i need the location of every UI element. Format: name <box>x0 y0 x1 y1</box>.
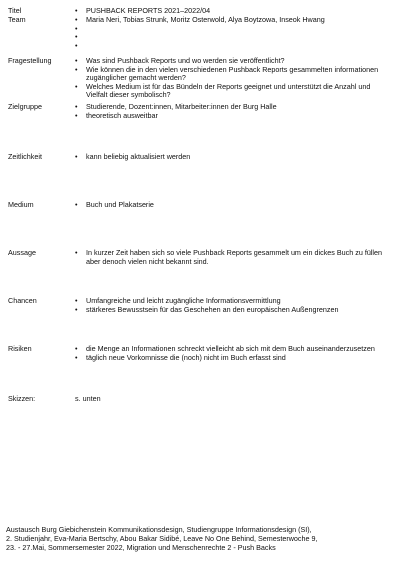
list-zeitlichkeit <box>75 153 393 162</box>
label-titel: Titel <box>8 6 22 15</box>
label-chancen: Chancen <box>8 296 37 305</box>
list-item: • Maria Neri, Tobias Strunk, Moritz Osterwold, Alya Boytzowa, Inseok Hwang <box>75 16 393 25</box>
label-skizzen: Skizzen: <box>8 394 36 403</box>
list-item: • stärkeres Bewusstsein für das Geschehen an den europäischen Außengrenzen <box>75 306 393 315</box>
list-medium <box>75 201 393 210</box>
label-fragestellung: Fragestellung <box>8 56 52 65</box>
list-item: • PUSHBACK REPORTS 2021–2022/04 <box>75 7 393 16</box>
list-item-empty <box>75 33 393 42</box>
list-item: • Was sind Pushback Reports und wo werden sie veröffentlicht? <box>75 57 393 66</box>
footer-line: Austausch Burg Giebichenstein Kommunikationsdesign, Studiengruppe Informationsdesign (SI), <box>6 525 312 534</box>
list-item: • Studierende, Dozent:innen, Mitarbeiter:innen der Burg Halle <box>75 103 393 112</box>
list-fragestellung <box>75 57 393 100</box>
list-item-empty <box>75 42 393 51</box>
list-item: • Welches Medium ist für das Bündeln der Reports geeignet und unterstützt die Anzahl und Vielfalt dieser symbolisch? <box>75 83 393 100</box>
label-aussage: Aussage <box>8 248 36 257</box>
footer-line: 23. - 27.Mai, Sommersemester 2022, Migration und Menschenrechte 2 - Push Backs <box>6 542 276 552</box>
list-team <box>75 16 393 50</box>
list-item: • Umfangreiche und leicht zugängliche Informationsvermittlung <box>75 297 393 306</box>
list-item: • die Menge an Informationen schreckt vielleicht ab sich mit dem Buch auseinanderzusetzen <box>75 345 393 354</box>
footer-line: 2. Studienjahr, Eva-Maria Bertschy, Abou Bakar Sidibé, Leave No One Behind, Semesterwoche 9, <box>6 533 318 543</box>
list-item: • In kurzer Zeit haben sich so viele Pushback Reports gesammelt um ein dickes Buch zu füllen aber denoch vielen nicht bekannt sind. <box>75 249 393 266</box>
label-medium: Medium <box>8 200 34 209</box>
list-item: • kann beliebig aktualisiert werden <box>75 153 393 162</box>
list-item-empty <box>75 25 393 34</box>
label-zielgruppe: Zielgruppe <box>8 102 42 111</box>
list-item: • täglich neue Vorkomnisse die (noch) nicht im Buch erfasst sind <box>75 354 393 363</box>
list-item: • Buch und Plakatserie <box>75 201 393 210</box>
label-zeitlichkeit: Zeitlichkeit <box>8 152 42 161</box>
list-zielgruppe <box>75 103 393 120</box>
list-item: • Wie können die in den vielen verschiedenen Pushback Reports gesammelten informationen zugänglicher gemacht werden? <box>75 66 393 83</box>
list-aussage <box>75 249 393 266</box>
skizzen-value: s. unten <box>75 394 101 403</box>
label-team: Team <box>8 15 26 24</box>
footer <box>6 526 396 552</box>
list-risiken <box>75 345 393 362</box>
list-item: • theoretisch ausweitbar <box>75 112 393 121</box>
list-chancen <box>75 297 393 314</box>
label-risiken: Risiken <box>8 344 32 353</box>
